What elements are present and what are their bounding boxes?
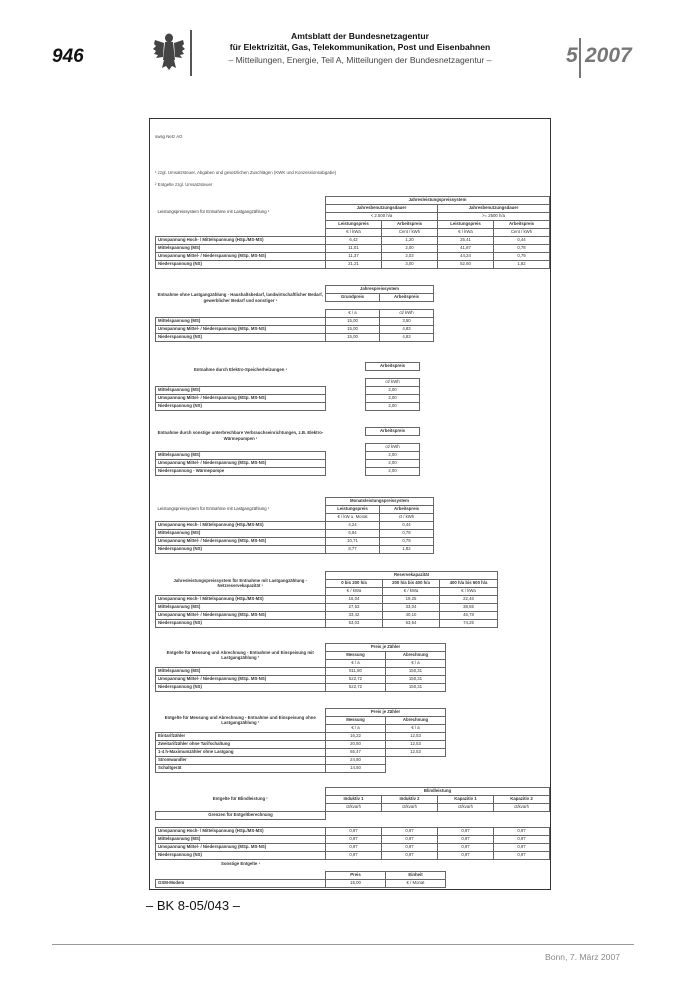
table-label: Entgelte für Messung und Abrechnung - Entnahme und Einspeisung ohne Lastgangzählung ² <box>164 715 316 726</box>
tariff-sheet <box>149 118 551 890</box>
table-row: Mittelspannung (MS) 2,00 <box>156 387 420 395</box>
table-row: Umspannung Mittel- / Niederspannung (MSp. MS-NS) 15,00 4,83 <box>156 326 434 334</box>
page-number: 946 <box>52 46 84 67</box>
table-speicherheizung: Entnahme durch Elektro-Speicherheizungen ¹ Arbeitspreis ct/ kWh Mittelspannung (MS) 2,00 Umspannung Mittel- / Niederspannung (MSp. MS-NS) 2,00 Niederspannung (NS) 2,00 <box>155 362 420 411</box>
journal-title: Amtsblatt der Bundesnetzagentur <box>291 31 429 41</box>
table-row: Umspannung Mittel- / Niederspannung (MSp. MS-NS) 10,71 0,79 <box>156 538 434 546</box>
issue-divider <box>579 38 581 78</box>
table-row: Umspannung Mittel- / Niederspannung (MSp. MS-NS) 2,00 <box>156 460 420 468</box>
journal-section: – Mitteilungen, Energie, Teil A, Mitteilungen der Bundesnetzagentur – <box>228 55 492 65</box>
table-label: Entgelte für Blindleistung ¹ <box>212 796 268 802</box>
table-row: Mittelspannung (MS) 15,00 3,50 <box>156 318 434 326</box>
issue-number: 5 <box>566 44 578 67</box>
table-row: Mittelspannung (MS) 27,53 33,04 38,55 <box>156 604 498 612</box>
table-row: Niederspannung (NS) 21,21 3,00 52,60 1,82 <box>156 261 550 269</box>
table-jahrespreissystem: Entnahme ohne Lastgangzählung - Haushaltsbedarf, landwirtschaftlicher Bedarf, gewerblicher Bedarf und sonstiger ¹ Jahrespreissystem Grundpreis Arbeitspreis € / a ct/ kWh Mittelspannung (MS) 15,00 3,50 Umspannung Mittel- / Niederspannung (MSp. MS-NS) 15,00 4,83 Niederspannung (NS) 15,00 4,83 <box>155 285 434 342</box>
table-blindleistung: Entgelte für Blindleistung ¹ Blindleistung Induktiv 1 Induktiv 2 Kapazitiv 1 Kapazitiv 2 ct/kvarh ct/kvarh ct/kvarh ct/kvarh Grenzen für Entgeltberechnung Umspannung Hoch- / Mittelspannung (HSp./MS-MS) 0,97 0,97 0,97 0,97 Mittelspannung (MS) 0,97 0,97 0,97 0,97 Umspannung Mittel- / Niederspannung (MSp. MS-NS) 0,97 0,97 0,97 0,97 Niederspannung (NS) 0,97 0,97 0,97 0,97 <box>155 787 550 860</box>
case-reference: – BK 8-05/043 – <box>146 898 240 913</box>
table-label: Jahresleistungspreissystem für Entnahme mit Lastgangzählung - Netzreservekapazität ¹ <box>173 578 307 589</box>
table-row: Niederspannung - Wärmepumpe 2,00 <box>156 468 420 476</box>
header-divider <box>190 30 192 76</box>
table-row: Umspannung Mittel- / Niederspannung (MSp. MS-NS) 0,97 0,97 0,97 0,97 <box>156 844 550 852</box>
table-unterbrechbar: Entnahme durch sonstige unterbrechbare Verbrauchseinrichtungen, z.B. Elektro-Wärmepumpen ¹ Arbeitspreis ct/ kWh Mittelspannung (MS) 2,00 Umspannung Mittel- / Niederspannung (MSp. MS-NS) 2,00 Niederspannung - Wärmepumpe 2,00 <box>155 427 420 476</box>
table-label: Leistungspreissystem für Entnahme mit Lastgangzählung ¹ <box>157 209 270 215</box>
federal-eagle-logo <box>152 30 186 74</box>
table-row: Zweitarifzähler ohne Tarifschaltung 20,50 12,53 <box>156 741 446 749</box>
table-label: Entnahme durch Elektro-Speicherheizungen ¹ <box>193 367 288 373</box>
table-row: Niederspannung (NS) 0,97 0,97 0,97 0,97 <box>156 852 550 860</box>
footnote-2: ² Entgelte zzgl. Umsatzsteuer <box>155 182 213 187</box>
table-label: Entnahme ohne Lastgangzählung - Haushaltsbedarf, landwirtschaftlicher Bedarf, gewerblicher Bedarf und sonstiger ¹ <box>157 292 323 303</box>
table-label: Entgelte für Messung und Abrechnung - Entnahme und Einspeisung mit Lastgangzählung ² <box>166 650 314 661</box>
table-row: Mittelspannung (MS) 11,01 2,00 41,87 0,78 <box>156 245 550 253</box>
table-row: Umspannung Hoch- / Mittelspannung (HSp./MS-MS) 0,97 0,97 0,97 0,97 <box>156 828 550 836</box>
journal-subtitle: für Elektrizität, Gas, Telekommunikation, Post und Eisenbahnen <box>229 42 491 52</box>
table-row: Niederspannung (NS) 8,77 1,82 <box>156 546 434 554</box>
table-messung-mit-lastgang: Entgelte für Messung und Abrechnung - Entnahme und Einspeisung mit Lastgangzählung ² Preis je Zähler Messung Abrechnung € / a € / a Mittelspannung (MS) 811,80 150,31 Umspannung Mittel- / Niederspannung (MSp. MS-NS) 522,72 150,31 Niederspannung (NS) 522,72 150,31 <box>155 643 446 692</box>
table-row: Niederspannung (NS) 53,03 63,64 74,25 <box>156 620 498 628</box>
table-label: Leistungspreissystem für Entnahme mit Lastgangzählung ¹ <box>157 506 270 512</box>
issue-year: 2007 <box>585 44 632 67</box>
table-row: Schaltgerät 14,50 <box>156 765 446 773</box>
table-jahresleistungspreis: Leistungspreissystem für Entnahme mit Lastgangzählung ¹ Jahresleistungspreissystem Jahresbenutzungsdauer Jahresbenutzungsdauer < 2.500 h/a >= 2500 h/a Leistungspreis Arbeitspreis Leistungspreis Arbeitspreis € / kWa Cent / kWh € / kWa Cent / kWh Umspannung Hoch- / Mittelspannung (HSp./MS-MS) 6,42 1,20 25,41 0,44 Mittelspannung (MS) 11,01 2,00 41,87 0,78 Umspannung Mittel- / Niederspannung (MSp. MS-NS) 11,37 2,03 44,24 0,79 Niederspannung (NS) 21,21 3,00 52,60 1,82 <box>155 196 550 269</box>
table-messung-ohne-lastgang: Entgelte für Messung und Abrechnung - Entnahme und Einspeisung ohne Lastgangzählung ² Preis je Zähler Messung Abrechnung € / a € / a Eintarifzähler 16,22 12,53 Zweitarifzähler ohne Tarifschaltung 20,50 12,53 1-4 h-Maximumzähler ohne Lastgang 65,47 12,53 Stromwandler 24,80 Schaltgerät 14,50 <box>155 708 446 773</box>
table-row: Umspannung Hoch- / Mittelspannung (HSp./MS-MS) 4,24 0,44 <box>156 522 434 530</box>
table-row: GSM-Modem 15,00 € / Monat <box>156 880 446 888</box>
table-row: Mittelspannung (MS) 6,94 0,78 <box>156 530 434 538</box>
footnote-1: ¹ zzgl. Umsatzsteuer, Abgaben und gesetzlichen Zuschlägen (KWK und Konzessionsabgabe) <box>155 170 337 175</box>
table-reservekapazitaet: Jahresleistungspreissystem für Entnahme mit Lastgangzählung - Netzreservekapazität ¹ Reservekapazität 0 bis 200 h/a 200 h/a bis 400 h/a 400 h/a bis 600 h/a € / kWa € / kWa € / kWa Umspannung Hoch- / Mittelspannung (HSp./MS-MS) 16,04 19,25 22,46 Mittelspannung (MS) 27,53 33,04 38,55 Umspannung Mittel- / Niederspannung (MSp. MS-NS) 33,42 40,10 46,78 Niederspannung (NS) 53,03 63,64 74,25 <box>155 571 498 628</box>
table-row: Stromwandler 24,80 <box>156 757 446 765</box>
table-row: Mittelspannung (MS) 811,80 150,31 <box>156 668 446 676</box>
table-row: Mittelspannung (MS) 0,97 0,97 0,97 0,97 <box>156 836 550 844</box>
table-row: Mittelspannung (MS) 2,00 <box>156 452 420 460</box>
table-label: Entnahme durch sonstige unterbrechbare Verbrauchseinrichtungen, z.B. Elektro-Wärmepumpen ¹ <box>157 430 324 441</box>
table-row: Umspannung Hoch- / Mittelspannung (HSp./MS-MS) 6,42 1,20 25,41 0,44 <box>156 237 550 245</box>
place-date: Bonn, 7. März 2007 <box>545 952 621 962</box>
table-row: Niederspannung (NS) 15,00 4,83 <box>156 334 434 342</box>
table-row: Niederspannung (NS) 522,72 150,31 <box>156 684 446 692</box>
company-name: swsg Netz AG <box>155 134 183 139</box>
table-label: Sonstige Entgelte ¹ <box>221 861 260 867</box>
table-row: Eintarifzähler 16,22 12,53 <box>156 733 446 741</box>
table-row: 1-4 h-Maximumzähler ohne Lastgang 65,47 12,53 <box>156 749 446 757</box>
table-row: Umspannung Mittel- / Niederspannung (MSp. MS-NS) 2,00 <box>156 395 420 403</box>
table-row: Niederspannung (NS) 2,00 <box>156 403 420 411</box>
footer-rule <box>52 944 634 945</box>
section-row: Grenzen für Entgeltberechnung <box>156 812 326 820</box>
table-row: Umspannung Mittel- / Niederspannung (MSp. MS-NS) 11,37 2,03 44,24 0,79 <box>156 253 550 261</box>
table-row: Umspannung Mittel- / Niederspannung (MSp. MS-NS) 33,42 40,10 46,78 <box>156 612 498 620</box>
table-monatsleistungspreis: Leistungspreissystem für Entnahme mit Lastgangzählung ¹ Monatsleistungspreissystem Leistungspreis Arbeitspreis € / kW u. Monat ct / kWh Umspannung Hoch- / Mittelspannung (HSp./MS-MS) 4,24 0,44 Mittelspannung (MS) 6,94 0,78 Umspannung Mittel- / Niederspannung (MSp. MS-NS) 10,71 0,79 Niederspannung (NS) 8,77 1,82 <box>155 497 434 554</box>
table-row: Umspannung Mittel- / Niederspannung (MSp. MS-NS) 522,72 150,31 <box>156 676 446 684</box>
table-row: Umspannung Hoch- / Mittelspannung (HSp./MS-MS) 16,04 19,25 22,46 <box>156 596 498 604</box>
table-sonstige-entgelte: Sonstige Entgelte ¹ Preis Einheit GSM-Modem 15,00 € / Monat <box>155 857 446 888</box>
